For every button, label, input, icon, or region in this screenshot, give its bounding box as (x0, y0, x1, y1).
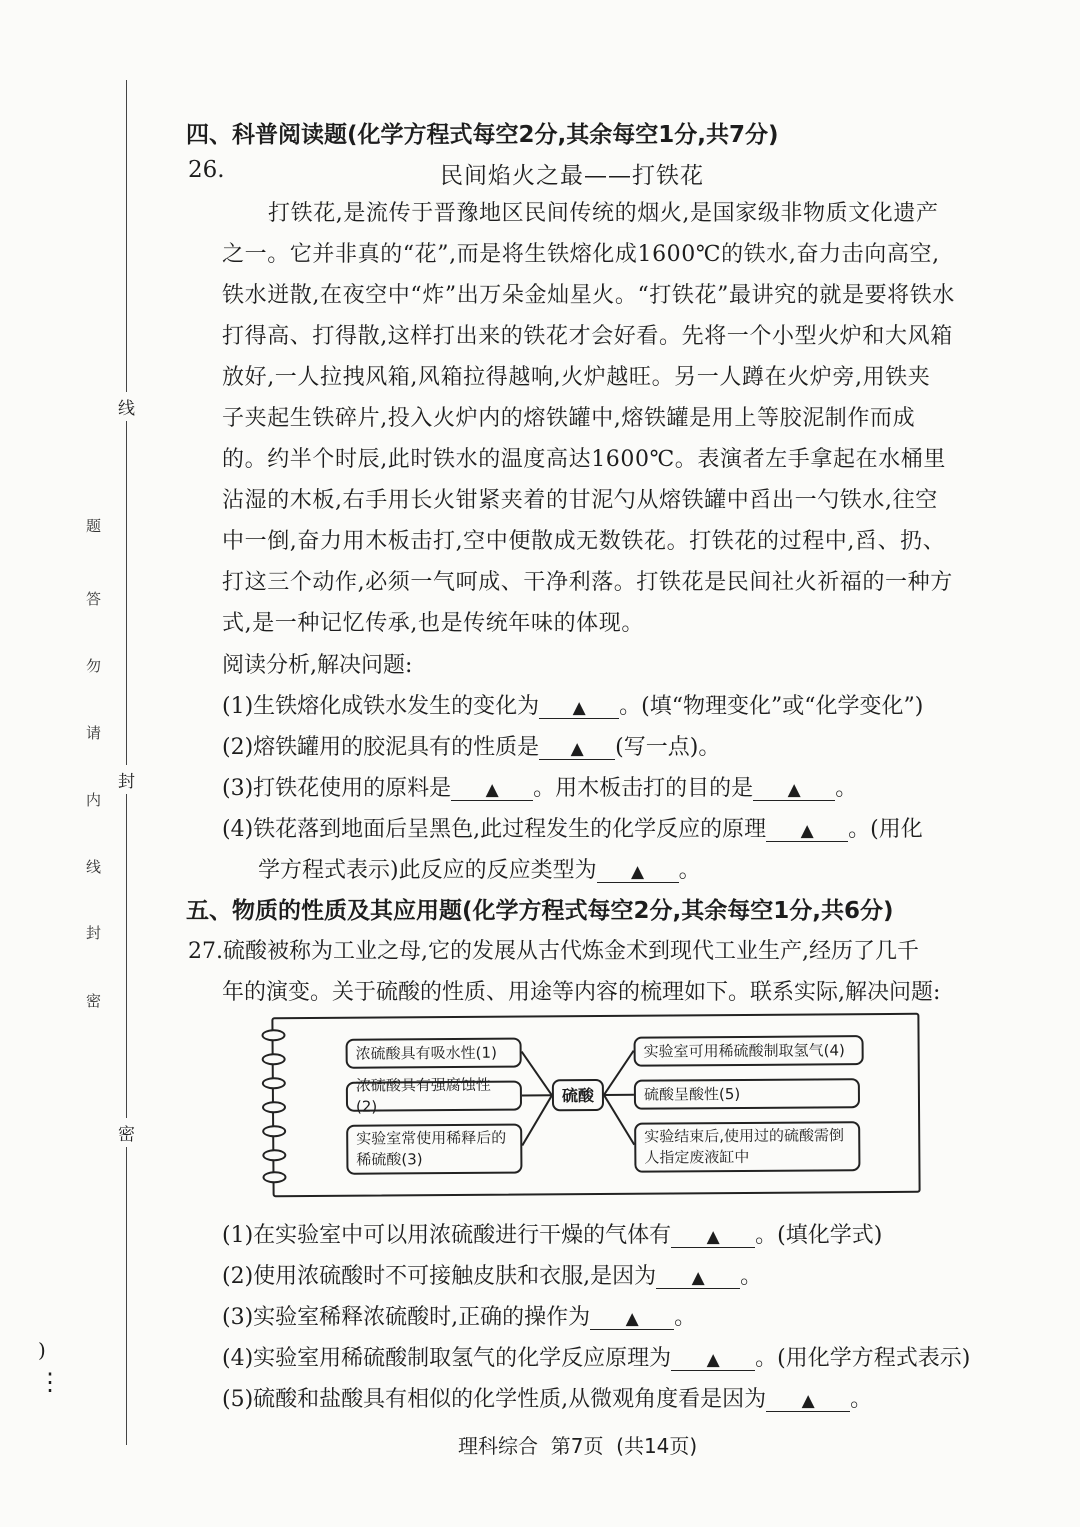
node-label: 稀硫酸(3) (356, 1150, 423, 1169)
answer-blank[interactable] (766, 821, 848, 842)
passage-line: 打这三个动作,必须一气呵成、干净利落。打铁花是民间社火祈福的一种方 (222, 570, 953, 595)
node-label: 实验室可用稀硫酸制取氢气(4) (643, 1040, 845, 1061)
passage-line: 中一倒,奋力用木板击打,空中便散成无数铁花。打铁花的过程中,舀、扔、 (222, 529, 946, 554)
blank-mark: ▲ (631, 862, 645, 882)
edge-dots: ⋮ (38, 1368, 62, 1396)
question-27-intro: 年的演变。关于硫酸的性质、用途等内容的梳理如下。联系实际,解决问题: (222, 980, 941, 1005)
left-node (346, 1038, 522, 1069)
question-27-5 (222, 1382, 872, 1413)
blank-mark: ▲ (706, 1227, 720, 1247)
passage-line: 沾湿的木板,右手用长火钳紧夹着的甘泥勺从熔铁罐中舀出一勺铁水,往空 (222, 488, 938, 513)
question-text: 。(用化 (848, 817, 923, 842)
sulfuric-acid-mindmap (271, 1013, 920, 1198)
answer-blank[interactable] (539, 739, 615, 760)
page-footer: 理科综合 第7页 (共14页) (458, 1434, 698, 1458)
blank-mark: ▲ (800, 821, 814, 841)
question-text: (4)铁花落到地面后呈黑色,此过程发生的化学反应的原理 (222, 817, 767, 842)
answer-blank[interactable] (753, 780, 835, 801)
node-label: 硫酸呈酸性(5) (643, 1084, 741, 1104)
passage-line: 打得高、打得散,这样打出来的铁花才会好看。先将一个小型火炉和大风箱 (222, 324, 953, 349)
passage-line: 铁水迸散,在夜空中“炸”出万朵金灿星火。“打铁花”最讲究的就是要将铁水 (222, 283, 955, 308)
answer-blank[interactable] (766, 1391, 850, 1412)
question-26-4 (222, 812, 923, 843)
center-node (552, 1079, 604, 1111)
ruler-label: 封 (118, 765, 135, 794)
seal-label: 答 (86, 590, 102, 608)
section-heading: 四、科普阅读题(化学方程式每空2分,其余每空1分,共7分) (186, 122, 779, 148)
question-text: (3)实验室稀释浓硫酸时,正确的操作为 (222, 1305, 591, 1330)
right-node (634, 1035, 864, 1067)
question-27-intro: 27.硫酸被称为工业之母,它的发展从古代炼金术到现代工业生产,经历了几千 (188, 939, 919, 964)
passage-line: 子夹起生铁碎片,投入火炉内的熔铁罐中,熔铁罐是用上等胶泥制作而成 (222, 406, 916, 431)
answer-blank[interactable] (597, 862, 679, 883)
blank-mark: ▲ (485, 780, 499, 800)
blank-mark: ▲ (625, 1309, 639, 1329)
question-27-3 (222, 1300, 696, 1331)
node-label: 实验室常使用稀释后的 (356, 1128, 507, 1148)
question-text: (4)实验室用稀硫酸制取氢气的化学反应原理为 (222, 1346, 672, 1371)
section-heading: 五、物质的性质及其应用题(化学方程式每空2分,其余每空1分,共6分) (186, 898, 894, 924)
question-27-1 (222, 1218, 882, 1249)
question-text: (3)打铁花使用的原料是 (222, 776, 452, 801)
passage-title: 民间焰火之最——打铁花 (440, 163, 704, 189)
node-label: 浓硫酸具有吸水性(1) (355, 1043, 497, 1063)
ruler-label: 密 (118, 1118, 135, 1147)
right-node (634, 1078, 860, 1110)
node-label: 浓硫酸具有强腐蚀性(2) (355, 1075, 491, 1116)
seal-label: 封 (86, 924, 102, 942)
passage-line: 之一。它并非真的“花”,而是将生铁熔化成1600℃的铁水,奋力击向高空, (222, 242, 940, 267)
question-text: 。 (850, 1387, 873, 1412)
question-text: 。 (835, 776, 858, 801)
right-node (634, 1121, 860, 1173)
answer-blank[interactable] (671, 1227, 755, 1248)
answer-blank[interactable] (671, 1350, 755, 1371)
blank-mark: ▲ (787, 780, 801, 800)
ruler-label: 线 (118, 392, 135, 421)
blank-mark: ▲ (570, 739, 584, 759)
question-26-3 (222, 771, 857, 802)
seal-label: 内 (86, 791, 102, 809)
node-label: 人指定废液缸中 (644, 1147, 750, 1167)
reading-prompt: 阅读分析,解决问题: (222, 653, 413, 678)
passage-line: 的。约半个时辰,此时铁水的温度高达1600℃。表演者左手拿起在水桶里 (222, 447, 946, 472)
left-node (346, 1124, 522, 1175)
question-text: 。(填“物理变化”或“化学变化”) (619, 694, 924, 719)
question-text: 。(用化学方程式表示) (755, 1346, 971, 1371)
answer-blank[interactable] (656, 1268, 740, 1289)
blank-mark: ▲ (572, 698, 586, 718)
question-text: 。 (674, 1305, 697, 1330)
blank-mark: ▲ (706, 1350, 720, 1370)
question-text: 。用木板击打的目的是 (533, 776, 754, 801)
passage-line: 式,是一种记忆传承,也是传统年味的体现。 (222, 611, 644, 636)
blank-mark: ▲ (801, 1391, 815, 1411)
question-text: 学方程式表示)此反应的反应类型为 (258, 858, 597, 883)
seal-label: 题 (86, 517, 102, 535)
seal-label: 勿 (86, 657, 102, 675)
question-text: (2)熔铁罐用的胶泥具有的性质是 (222, 735, 540, 760)
question-26-4-cont (258, 853, 701, 884)
question-text: (2)使用浓硫酸时不可接触皮肤和衣服,是因为 (222, 1264, 657, 1289)
passage-line: 打铁花,是流传于晋豫地区民间传统的烟火,是国家级非物质文化遗产 (268, 201, 939, 226)
question-26-1 (222, 689, 923, 720)
answer-blank[interactable] (539, 698, 619, 719)
question-text: (5)硫酸和盐酸具有相似的化学性质,从微观角度看是因为 (222, 1387, 767, 1412)
question-text: 。(填化学式) (755, 1223, 883, 1248)
question-text: 。 (678, 858, 701, 883)
seal-label: 密 (86, 992, 102, 1010)
node-label: 硫酸 (561, 1085, 594, 1105)
seal-label: 请 (86, 724, 102, 742)
passage-line: 放好,一人拉拽风箱,风箱拉得越响,火炉越旺。另一人蹲在火炉旁,用铁夹 (222, 365, 931, 390)
question-text: 。 (740, 1264, 763, 1289)
question-27-4 (222, 1341, 970, 1372)
question-text: (写一点)。 (615, 735, 721, 760)
answer-blank[interactable] (451, 780, 533, 801)
seal-label: 线 (86, 858, 102, 876)
question-27-2 (222, 1259, 762, 1290)
question-26-2 (222, 730, 720, 761)
node-label: 实验结束后,使用过的硫酸需倒 (644, 1126, 845, 1146)
binding-line (126, 80, 127, 1445)
answer-blank[interactable] (590, 1309, 674, 1330)
left-node (346, 1075, 522, 1116)
blank-mark: ▲ (691, 1268, 705, 1288)
edge-mark: ) (38, 1338, 46, 1362)
question-text: (1)在实验室中可以用浓硫酸进行干燥的气体有 (222, 1223, 672, 1248)
question-text: (1)生铁熔化成铁水发生的变化为 (222, 694, 540, 719)
question-number: 26. (188, 157, 225, 183)
